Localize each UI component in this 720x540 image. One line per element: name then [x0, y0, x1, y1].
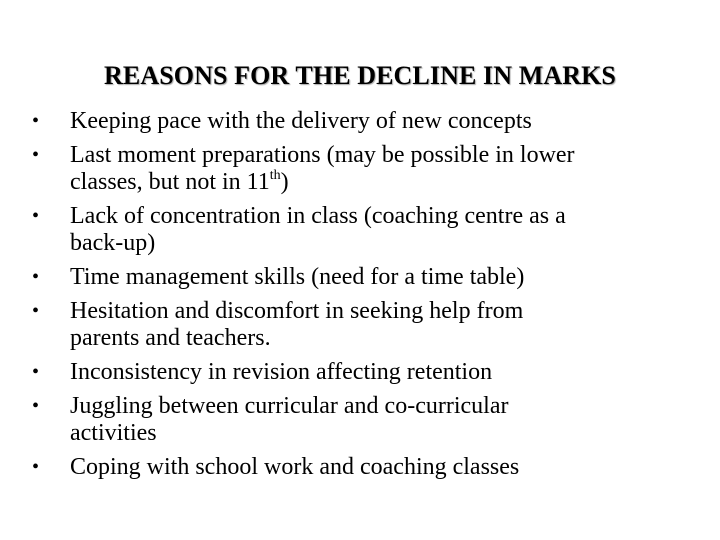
superscript: th [269, 168, 281, 183]
list-item-text-continued [70, 169, 700, 196]
bullet-icon: • [32, 144, 40, 166]
list-item [30, 454, 700, 481]
list-item-text: Inconsistency in revision affecting retention [70, 359, 493, 385]
bullet-icon: • [32, 456, 40, 478]
list-item-text: Hesitation and discomfort in seeking help from [70, 298, 524, 324]
bullet-icon: • [32, 361, 40, 383]
bullet-list [30, 108, 700, 488]
list-item-text: Juggling between curricular and co-curricular [70, 393, 509, 419]
list-item-text: Last moment preparations (may be possible in lower [70, 142, 575, 168]
list-item [30, 108, 700, 135]
list-item [30, 142, 700, 196]
slide-title: REASONS FOR THE DECLINE IN MARKS [104, 61, 616, 90]
list-item-text-prefix: classes, but not in 11 [70, 169, 270, 195]
list-item-text-continued: parents and teachers. [70, 325, 271, 351]
bullet-icon: • [32, 205, 40, 227]
list-item-text: Keeping pace with the delivery of new concepts [70, 108, 532, 134]
list-item-text: Lack of concentration in class (coaching centre as a [70, 203, 566, 229]
list-item-text-continued: back-up) [70, 230, 156, 256]
bullet-icon: • [32, 266, 40, 288]
list-item [30, 203, 700, 257]
list-item [30, 298, 700, 352]
bullet-icon: • [32, 395, 40, 417]
list-item-text-suffix: ) [280, 169, 289, 195]
bullet-icon: • [32, 110, 40, 132]
list-item-text-continued: activities [70, 420, 157, 446]
list-item [30, 393, 700, 447]
list-item-text: Time management skills (need for a time table) [70, 264, 525, 290]
list-item-text: Coping with school work and coaching classes [70, 454, 520, 480]
list-item [30, 264, 700, 291]
list-item [30, 359, 700, 386]
bullet-icon: • [32, 300, 40, 322]
